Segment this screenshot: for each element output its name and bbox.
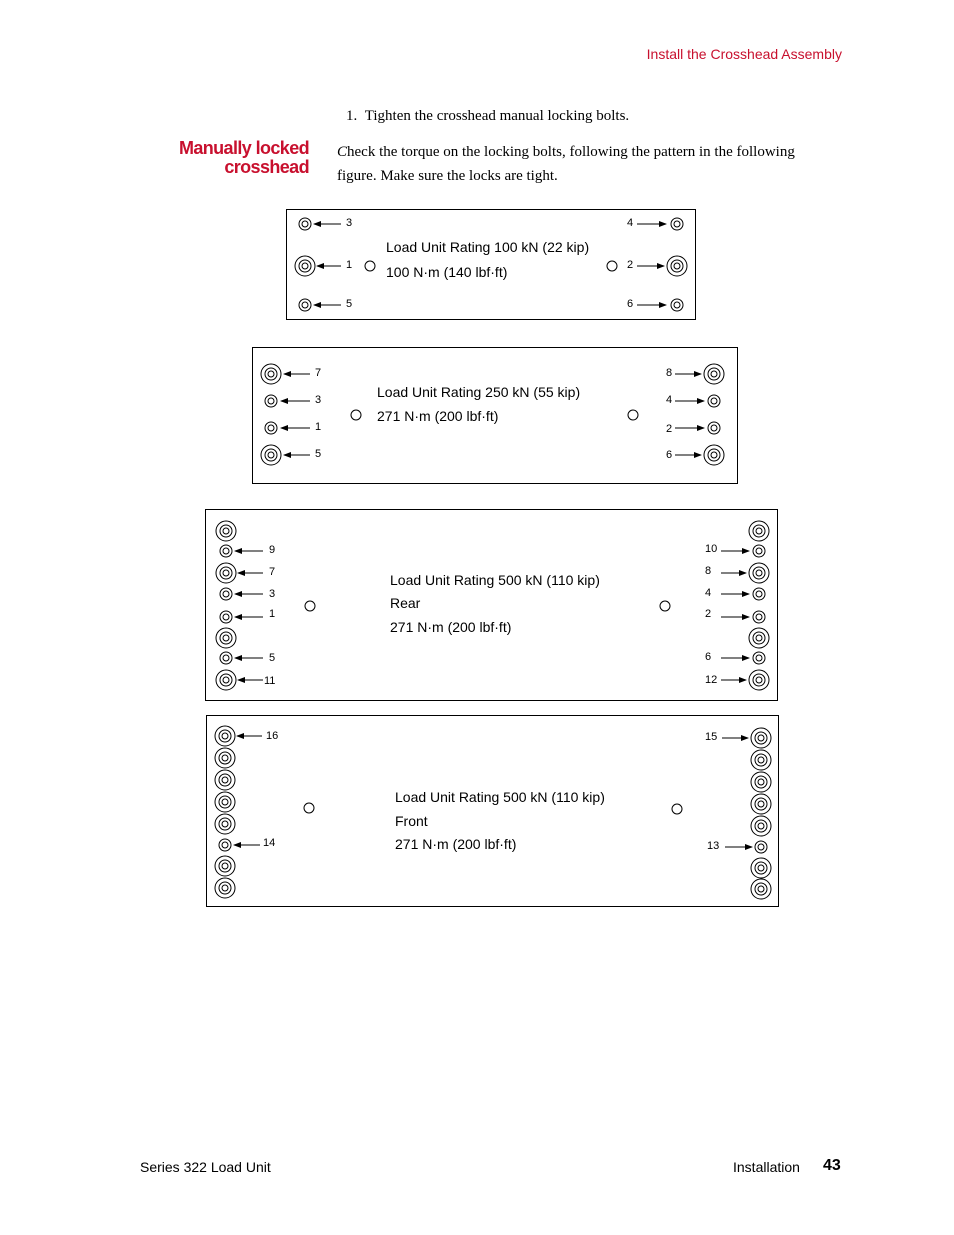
load-rating-label: Load Unit Rating 100 kN (22 kip) [386,239,590,255]
bolt-icon [671,218,683,230]
bolt-pattern-250kn [252,347,738,484]
bolt-icon [220,588,232,600]
bolt-number: 12 [705,674,718,686]
arrow-right-icon [675,398,705,404]
drop-cap: C [337,144,348,160]
arrow-left-icon [283,371,310,377]
step-number: 1. [346,108,358,124]
bolt-icon [215,748,235,768]
arrow-right-icon [721,677,747,683]
arrow-right-icon [721,614,750,620]
body-paragraph-text: heck the torque on the locking bolts, following the pattern in the following figure. Make sure the locks are tight. [337,144,795,184]
bolt-icon [299,299,311,311]
locator-hole-icon [672,804,682,814]
load-rating-label: Load Unit Rating 250 kN (55 kip) [377,384,581,400]
locator-hole-icon [305,601,315,611]
arrow-left-icon [237,570,263,576]
page-number: 43 [823,1157,841,1174]
bolt-icon [261,364,281,384]
bolt-icon [755,841,767,853]
bolt-icon [751,794,771,814]
bolt-pattern-500kn-front [206,715,779,907]
bolt-icon [299,218,311,230]
arrow-right-icon [675,452,702,458]
arrow-right-icon [722,735,749,741]
bolt-icon [220,545,232,557]
arrow-right-icon [721,655,750,661]
bolt-icon [215,726,235,746]
bolt-icon [704,364,724,384]
bolt-number: 15 [705,731,718,743]
bolt-pattern-500kn-rear [205,509,778,701]
bolt-number: 5 [315,448,322,460]
bolt-icon [215,792,235,812]
arrow-left-icon [316,263,341,269]
bolt-number: 14 [263,837,276,849]
bolt-number: 5 [346,298,353,310]
bolt-number: 7 [269,566,276,578]
bolt-number: 7 [315,367,322,379]
bolt-number: 3 [346,217,353,229]
arrow-right-icon [675,371,702,377]
side-heading-line-1: Manually locked [178,138,309,158]
bolt-icon [749,521,769,541]
arrow-right-icon [637,221,667,227]
torque-label: 100 N·m (140 lbf·ft) [386,264,508,280]
bolt-icon [753,652,765,664]
arrow-right-icon [675,425,705,431]
arrow-left-icon [234,655,263,661]
bolt-icon [265,422,277,434]
bolt-icon [751,750,771,770]
locator-hole-icon [628,410,638,420]
bolt-pattern-100kn [286,209,696,320]
bolt-icon [220,611,232,623]
arrow-left-icon [280,398,310,404]
bolt-icon [216,628,236,648]
bolt-icon [671,299,683,311]
bolt-number: 13 [707,840,720,852]
arrow-right-icon [721,570,747,576]
bolt-icon [215,814,235,834]
step-1 [346,108,629,125]
load-rating-label: Load Unit Rating 500 kN (110 kip) [395,789,605,805]
bolt-icon [753,545,765,557]
bolt-icon [215,878,235,898]
bolt-icon [220,652,232,664]
bolt-number: 1 [346,259,353,271]
bolt-icon [216,670,236,690]
torque-label: 271 N·m (200 lbf·ft) [390,619,512,635]
bolt-icon [749,670,769,690]
arrow-left-icon [280,425,310,431]
locator-hole-icon [304,803,314,813]
bolt-diagram-500kn-front [207,716,780,908]
bolt-icon [704,445,724,465]
step-text: Tighten the crosshead manual locking bolts. [364,108,630,124]
bolt-number: 16 [266,730,279,742]
bolt-icon [751,772,771,792]
bolt-number: 1 [269,608,276,620]
bolt-number: 4 [627,217,634,229]
bolt-diagram-500kn-rear [206,510,779,702]
bolt-number: 9 [269,544,276,556]
bolt-number: 8 [705,565,712,577]
torque-label: 271 N·m (200 lbf·ft) [395,836,517,852]
footer-chapter: Installation [733,1159,800,1175]
arrow-left-icon [236,733,262,739]
arrow-left-icon [234,614,263,620]
locator-hole-icon [660,601,670,611]
locator-hole-icon [351,410,361,420]
torque-label: 271 N·m (200 lbf·ft) [377,408,499,424]
arrow-right-icon [721,548,750,554]
bolt-icon [216,563,236,583]
side-heading [150,139,309,177]
arrow-right-icon [637,263,665,269]
bolt-icon [751,816,771,836]
arrow-right-icon [721,591,750,597]
side-heading-line-2: crosshead [224,157,309,177]
bolt-icon [749,628,769,648]
arrow-right-icon [725,844,753,850]
arrow-left-icon [313,302,341,308]
bolt-icon [751,858,771,878]
bolt-number: 6 [627,298,634,310]
arrow-right-icon [637,302,667,308]
bolt-icon [265,395,277,407]
bolt-number: 10 [705,543,718,555]
bolt-number: 8 [666,367,673,379]
arrow-left-icon [283,452,310,458]
arrow-left-icon [234,548,263,554]
bolt-number: 2 [705,608,712,620]
bolt-number: 2 [666,423,673,435]
bolt-number: 1 [315,421,322,433]
bolt-icon [219,839,231,851]
arrow-left-icon [237,677,263,683]
bolt-number: 2 [627,259,634,271]
bolt-icon [708,395,720,407]
arrow-left-icon [313,221,341,227]
arrow-left-icon [234,591,263,597]
bolt-icon [751,879,771,899]
bolt-icon [753,588,765,600]
bolt-icon [751,728,771,748]
bolt-icon [215,770,235,790]
position-label: Front [395,813,428,829]
locator-hole-icon [365,261,375,271]
footer-doc-title: Series 322 Load Unit [140,1159,271,1175]
bolt-icon [708,422,720,434]
bolt-icon [261,445,281,465]
bolt-number: 6 [666,449,673,461]
locator-hole-icon [607,261,617,271]
bolt-number: 4 [666,394,673,406]
bolt-icon [667,256,687,276]
bolt-number: 4 [705,587,712,599]
bolt-icon [215,856,235,876]
bolt-icon [216,521,236,541]
bolt-number: 6 [705,651,712,663]
bolt-icon [295,256,315,276]
bolt-icon [749,563,769,583]
load-rating-label: Load Unit Rating 500 kN (110 kip) [390,572,600,588]
bolt-number: 11 [264,675,276,687]
bolt-number: 3 [315,394,322,406]
position-label: Rear [390,595,421,611]
bolt-number: 5 [269,652,276,664]
bolt-number: 3 [269,588,276,600]
body-paragraph [337,140,837,188]
arrow-left-icon [233,842,260,848]
bolt-icon [753,611,765,623]
running-header: Install the Crosshead Assembly [646,46,842,62]
